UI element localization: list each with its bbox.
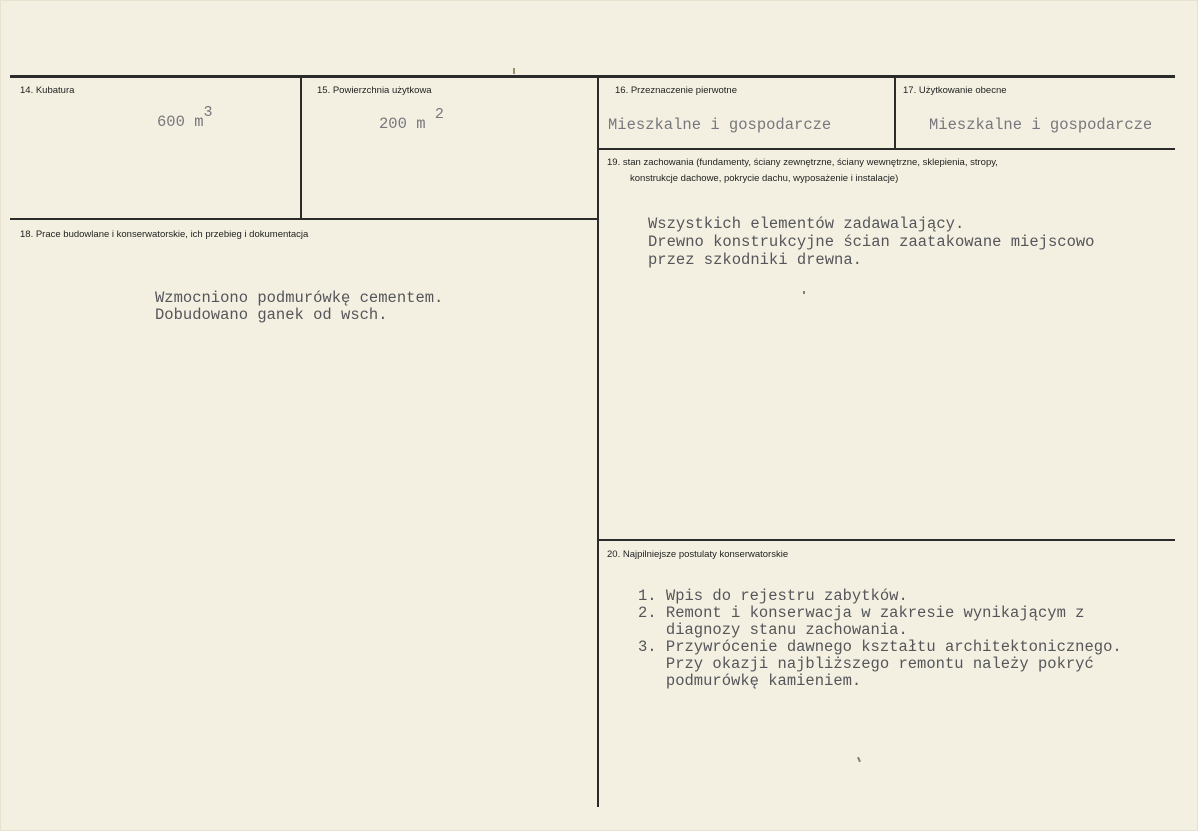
field-14-label: 14. Kubatura [20, 85, 75, 96]
paper-speck [513, 68, 515, 74]
center-divider [597, 77, 599, 807]
field-17-value: Mieszkalne i gospodarcze [929, 116, 1153, 134]
rule-below-16-17 [599, 148, 1175, 150]
text-line: diagnozy stanu zachowania. [638, 621, 908, 639]
field-15-label: 15. Powierzchnia użytkowa [317, 85, 432, 96]
text-line: Przy okazji najbliższego remontu należy pokryć [638, 655, 1094, 673]
text-line: 1. Wpis do rejestru zabytków. [638, 587, 908, 605]
field-19-label-line1: 19. stan zachowania (fundamenty, ściany zewnętrzne, ściany wewnętrzne, sklepienia, stropy, [607, 157, 998, 168]
field-15-value [379, 106, 444, 134]
powierzchnia-value: 200 m [379, 115, 435, 133]
text-line: przez szkodniki drewna. [648, 251, 862, 269]
kubatura-unit-sup: 3 [203, 104, 213, 121]
text-line: podmurówkę kamieniem. [638, 672, 862, 690]
rule-above-18 [10, 218, 597, 220]
text-line: Wzmocniono podmurówkę cementem. [155, 289, 444, 307]
divider-16-17 [894, 77, 896, 149]
top-rule [10, 75, 1175, 78]
field-18-label: 18. Prace budowlane i konserwatorskie, ich przebieg i dokumentacja [20, 229, 309, 240]
text-line: 3. Przywrócenie dawnego kształtu architektonicznego. [638, 638, 1122, 656]
paper-speck [803, 291, 805, 294]
text-line: Drewno konstrukcyjne ścian zaatakowane miejscowo [648, 233, 1095, 251]
kubatura-value: 600 m [157, 113, 204, 131]
field-19-label-line2: konstrukcje dachowe, pokrycie dachu, wyposażenie i instalacje) [630, 173, 899, 184]
text-line: Wszystkich elementów zadawalający. [648, 215, 965, 233]
divider-14-15 [300, 77, 302, 219]
field-20-label: 20. Najpilniejsze postulaty konserwatorskie [607, 549, 789, 560]
field-14-value [157, 104, 213, 132]
field-16-label: 16. Przeznaczenie pierwotne [615, 85, 737, 96]
paper-speck [857, 757, 861, 762]
field-17-label: 17. Użytkowanie obecne [903, 85, 1007, 96]
powierzchnia-unit-sup: 2 [434, 106, 444, 123]
text-line: 2. Remont i konserwacja w zakresie wynikającym z [638, 604, 1085, 622]
field-16-value: Mieszkalne i gospodarcze [608, 116, 832, 134]
rule-above-20 [599, 539, 1175, 541]
text-line: Dobudowano ganek od wsch. [155, 306, 388, 324]
